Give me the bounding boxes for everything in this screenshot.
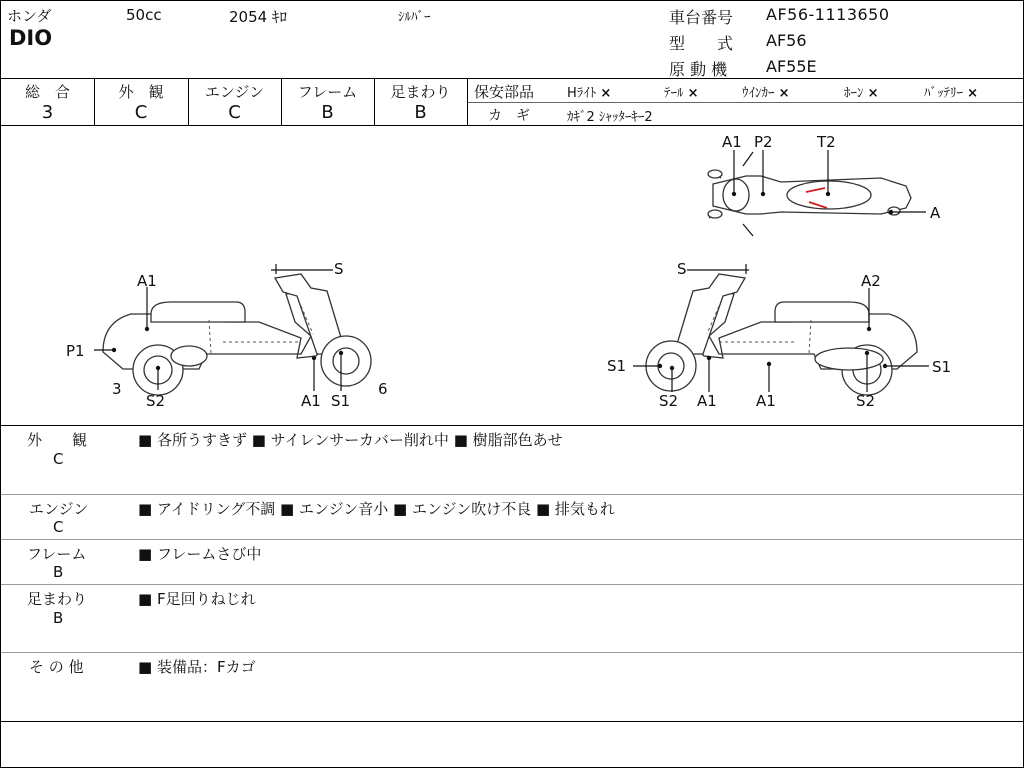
mileage: 2054 ｷﾛ <box>229 8 287 26</box>
color: ｼﾙﾊﾞｰ <box>398 10 431 25</box>
fail-mark: × <box>967 86 979 101</box>
divider <box>468 102 1023 103</box>
divider <box>467 78 468 125</box>
engine-value: AF55E <box>766 57 817 76</box>
label-t2: T2 <box>817 133 836 151</box>
divider <box>1 721 1023 722</box>
engine-label: 原 動 機 <box>669 60 728 79</box>
grade-value-engine: C <box>228 102 241 123</box>
safety-item-taillight <box>664 82 699 101</box>
grade-label-suspension: 足まわり <box>390 83 451 101</box>
model-name: DIO <box>9 26 53 50</box>
grade-value-frame: B <box>321 102 334 123</box>
label-s: S <box>334 260 344 278</box>
remark-label: エンジン <box>29 500 89 518</box>
safety-item-battery <box>924 82 978 101</box>
remark-grade: C <box>53 450 64 468</box>
grade-value-exterior: C <box>134 102 148 123</box>
frame-no-label: 車台番号 <box>669 8 734 27</box>
label-a1: A1 <box>137 272 157 290</box>
grade-label-frame: フレーム <box>297 83 358 101</box>
safety-item-name: ｳｲﾝｶｰ <box>742 86 775 101</box>
divider <box>1 425 1023 426</box>
safety-item-winker <box>742 82 790 101</box>
divider <box>1 584 1023 585</box>
grade-label-overall: 総 合 <box>24 83 70 101</box>
fail-mark: × <box>778 86 790 101</box>
label-3: 3 <box>112 380 122 398</box>
remark-label: そ の 他 <box>29 658 84 676</box>
label-a1: A1 <box>722 133 742 151</box>
safety-item-horn <box>844 82 879 101</box>
label-p1: P1 <box>66 342 85 360</box>
label-s1: S1 <box>331 392 351 410</box>
remark-text: ■ アイドリング不調 ■ エンジン音小 ■ エンジン吹け不良 ■ 排気もれ <box>138 500 615 518</box>
label-s: S <box>677 260 687 278</box>
divider <box>1 652 1023 653</box>
remark-grade: B <box>53 609 64 627</box>
remark-label: 足まわり <box>27 590 88 608</box>
label-a2: A2 <box>861 272 881 290</box>
divider <box>1 494 1023 495</box>
label-6: 6 <box>378 380 388 398</box>
label-a1: A1 <box>697 392 717 410</box>
safety-item-name: ﾊﾞｯﾃﾘｰ <box>924 86 963 101</box>
label-s2: S2 <box>659 392 679 410</box>
label-a1: A1 <box>756 392 776 410</box>
fail-mark: × <box>687 86 699 101</box>
safety-item-name: ﾎｰﾝ <box>844 86 864 101</box>
displacement: 50cc <box>126 6 162 24</box>
remark-grade: B <box>53 563 64 581</box>
key-value: ｶｷﾞ2 ｼｬｯﾀｰｷｰ2 <box>567 110 653 125</box>
safety-label: 保安部品 <box>474 83 535 101</box>
remark-text: ■ フレームさび中 <box>138 545 262 563</box>
key-label: カ ギ <box>488 108 530 124</box>
label-s1: S1 <box>607 357 627 375</box>
remark-label: フレーム <box>27 545 87 563</box>
remark-label: 外 観 <box>27 431 88 449</box>
grade-value-suspension: B <box>414 102 427 123</box>
fail-mark: × <box>600 86 612 101</box>
grade-label-engine: エンジン <box>204 83 265 101</box>
type-value: AF56 <box>766 31 807 50</box>
label-a1: A1 <box>301 392 321 410</box>
label-s2: S2 <box>856 392 876 410</box>
damage-diagram <box>1 126 1023 424</box>
divider <box>1 78 1023 79</box>
safety-item-name: ﾃｰﾙ <box>664 86 684 101</box>
remark-text: ■ 各所うすきず ■ サイレンサーカバー削れ中 ■ 樹脂部色あせ <box>138 431 563 449</box>
remark-grade: C <box>53 518 64 536</box>
divider <box>1 539 1023 540</box>
maker: ホンダ <box>7 7 52 25</box>
grade-value-overall: 3 <box>41 102 54 123</box>
remark-text: ■ 装備品：Fカゴ <box>138 658 256 676</box>
scooter-right-view <box>607 260 951 410</box>
remark-text: ■ F足回りねじれ <box>138 590 256 608</box>
scooter-left-view <box>66 260 388 410</box>
fail-mark: × <box>867 86 879 101</box>
scooter-top-view <box>708 133 941 236</box>
grade-label-exterior: 外 観 <box>118 83 164 101</box>
label-a: A <box>930 204 941 222</box>
safety-item-name: Hﾗｲﾄ <box>567 86 597 101</box>
type-label: 型 式 <box>669 34 734 53</box>
frame-no: AF56-1113650 <box>766 5 890 24</box>
label-s2: S2 <box>146 392 166 410</box>
safety-item-headlight <box>567 82 611 101</box>
label-s1: S1 <box>932 358 952 376</box>
label-p2: P2 <box>754 133 773 151</box>
